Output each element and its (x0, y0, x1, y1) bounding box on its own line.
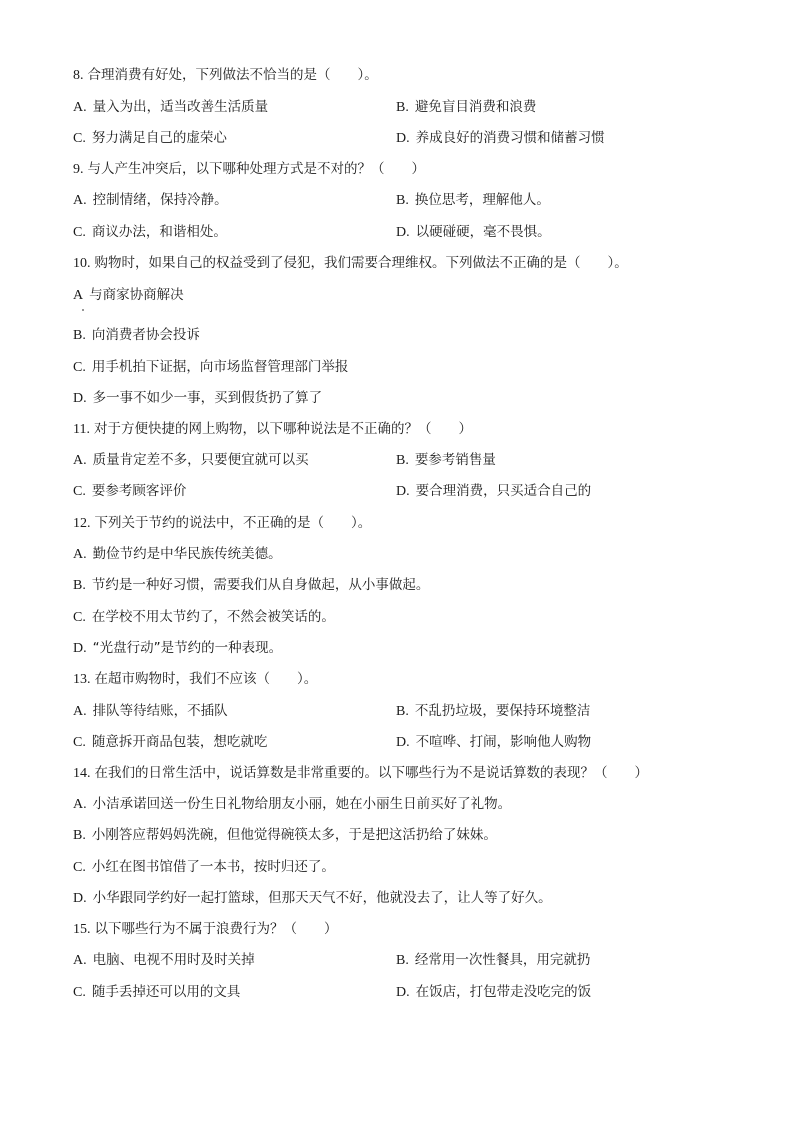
question-text: 与人产生冲突后，以下哪种处理方式是不对的？（ ） (87, 161, 425, 177)
question-8-stem (73, 66, 378, 84)
question-text: 以下哪些行为不属于浪费行为？（ ） (94, 921, 338, 937)
question-number: 9. (73, 162, 84, 177)
question-9-options-row-1 (73, 191, 723, 209)
option-c: C. 随意拆开商品包装，想吃就吃 (73, 734, 268, 750)
question-15-options-row-1 (73, 951, 723, 969)
option-d: D. 养成良好的消费习惯和储蓄习惯 (396, 130, 605, 146)
question-14-option-d: D. 小华跟同学约好一起打篮球，但那天天气不好，他就没去了，让人等了好久。 (73, 890, 552, 906)
option-d: D. 以硬碰硬，毫不畏惧。 (396, 224, 551, 240)
option-d: D. 不喧哗、打闹，影响他人购物 (396, 734, 592, 750)
option-c: C. 随手丢掉还可以用的文具 (73, 984, 241, 1000)
scan-dot (82, 309, 84, 311)
question-9-stem (73, 160, 425, 178)
question-text: 下列关于节约的说法中，不正确的是（ ）。 (94, 515, 372, 531)
question-10-option-a: A 与商家协商解决 (73, 287, 184, 303)
question-13-options-row-2 (73, 733, 723, 751)
option-b: B. 避免盲目消费和浪费 (396, 99, 537, 115)
question-text: 购物时，如果自己的权益受到了侵犯，我们需要合理维权。下列做法不正确的是（ ）。 (94, 255, 628, 271)
question-text: 合理消费有好处，下列做法不恰当的是（ ）。 (87, 67, 378, 83)
question-12-option-c: C. 在学校不用太节约了，不然会被笑话的。 (73, 609, 335, 625)
question-9-options-row-2 (73, 223, 723, 241)
question-11-options-row-1 (73, 451, 723, 469)
option-c: C. 努力满足自己的虚荣心 (73, 130, 227, 146)
question-15-stem (73, 920, 338, 938)
option-a: A. 控制情绪，保持冷静。 (73, 192, 228, 208)
question-12-option-d: D. “光盘行动”是节约的一种表现。 (73, 640, 283, 656)
question-text: 对于方便快捷的网上购物，以下哪种说法是不正确的？（ ） (93, 421, 472, 437)
option-d: D. 在饭店，打包带走没吃完的饭 (396, 984, 592, 1000)
question-8-options-row-1 (73, 98, 723, 116)
question-13-options-row-1 (73, 702, 723, 720)
question-number: 14. (73, 766, 91, 781)
question-8-options-row-2 (73, 129, 723, 147)
question-10-option-b: B. 向消费者协会投诉 (73, 327, 200, 343)
question-text: 在我们的日常生活中，说话算数是非常重要的。以下哪些行为不是说话算数的表现？（ ） (94, 765, 648, 781)
question-12-option-b: B. 节约是一种好习惯，需要我们从自身做起，从小事做起。 (73, 577, 430, 593)
question-number: 12. (73, 516, 91, 531)
option-b: B. 要参考销售量 (396, 452, 496, 468)
option-d: D. 要合理消费，只买适合自己的 (396, 483, 592, 499)
option-a: A. 排队等待结账，不插队 (73, 703, 228, 719)
option-c: C. 要参考顾客评价 (73, 483, 187, 499)
question-text: 在超市购物时，我们不应该（ ）。 (94, 671, 318, 687)
option-a: A. 量入为出，适当改善生活质量 (73, 99, 269, 115)
question-10-option-c: C. 用手机拍下证据，向市场监督管理部门举报 (73, 359, 349, 375)
question-13-stem (73, 670, 317, 688)
question-number: 13. (73, 672, 91, 687)
question-15-options-row-2 (73, 983, 723, 1001)
option-c: C. 商议办法，和谐相处。 (73, 224, 227, 240)
question-number: 8. (73, 68, 84, 83)
question-11-options-row-2 (73, 482, 723, 500)
question-10-option-d: D. 多一事不如少一事，买到假货扔了算了 (73, 390, 323, 406)
option-b: B. 不乱扔垃圾，要保持环境整洁 (396, 703, 591, 719)
question-14-stem (73, 764, 648, 782)
option-b: B. 换位思考，理解他人。 (396, 192, 550, 208)
option-a: A. 电脑、电视不用时及时关掉 (73, 952, 255, 968)
question-number: 15. (73, 922, 91, 937)
question-14-option-c: C. 小红在图书馆借了一本书，按时归还了。 (73, 859, 335, 875)
question-12-stem (73, 514, 371, 532)
option-a: A. 质量肯定差不多，只要便宜就可以买 (73, 452, 309, 468)
question-number: 11. (73, 422, 90, 437)
question-12-option-a: A. 勤俭节约是中华民族传统美德。 (73, 546, 282, 562)
question-11-stem (73, 420, 472, 438)
question-10-stem (73, 254, 628, 272)
option-b: B. 经常用一次性餐具，用完就扔 (396, 952, 591, 968)
question-14-option-b: B. 小刚答应帮妈妈洗碗，但他觉得碗筷太多，于是把这活扔给了妹妹。 (73, 827, 497, 843)
question-14-option-a: A. 小洁承诺回送一份生日礼物给朋友小丽，她在小丽生日前买好了礼物。 (73, 796, 512, 812)
question-number: 10. (73, 256, 91, 271)
